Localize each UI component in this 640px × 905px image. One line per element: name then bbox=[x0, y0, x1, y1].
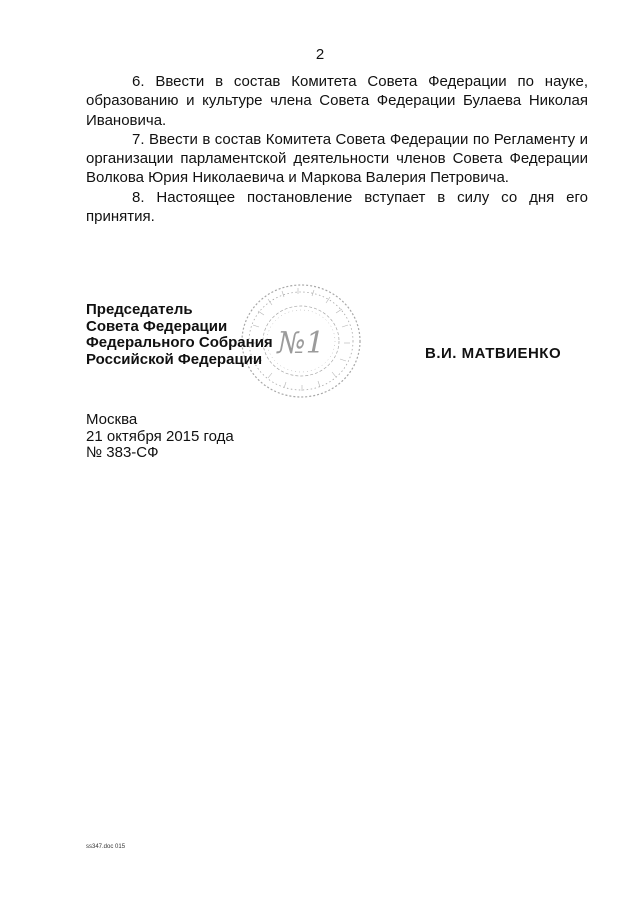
decree-body bbox=[86, 72, 588, 226]
page-number: 2 bbox=[315, 46, 325, 63]
signatory-title bbox=[86, 302, 366, 368]
paragraph-6: 6. Ввести в состав Комитета Совета Федерации по науке, образованию и культуре члена Совета Федерации Булаева Николая Ивановича. bbox=[86, 73, 588, 129]
signatory-title-line: Совета Федерации bbox=[86, 317, 228, 335]
paragraph-7: 7. Ввести в состав Комитета Совета Федерации по Регламенту и организации парламентской деятельности членов Совета Федерации Волкова Юрия Николаевича и Маркова Валерия Петровича. bbox=[86, 130, 588, 187]
signatory-title-line: Российской Федерации bbox=[86, 350, 263, 368]
city: Москва bbox=[86, 411, 138, 428]
signatory-name: В.И. МАТВИЕНКО bbox=[425, 345, 562, 362]
seal-number: №1 bbox=[277, 326, 325, 361]
document-number: № 383-СФ bbox=[86, 444, 159, 461]
signatory-title-line: Председатель bbox=[86, 301, 193, 318]
date: 21 октября 2015 года bbox=[86, 427, 234, 445]
signatory-title-line: Федерального Собрания bbox=[86, 334, 273, 351]
file-reference: ss347.doc 015 bbox=[86, 844, 126, 850]
paragraph-8: 8. Настоящее постановление вступает в силу со дня его принятия. bbox=[86, 188, 588, 226]
place-and-date bbox=[86, 412, 234, 462]
